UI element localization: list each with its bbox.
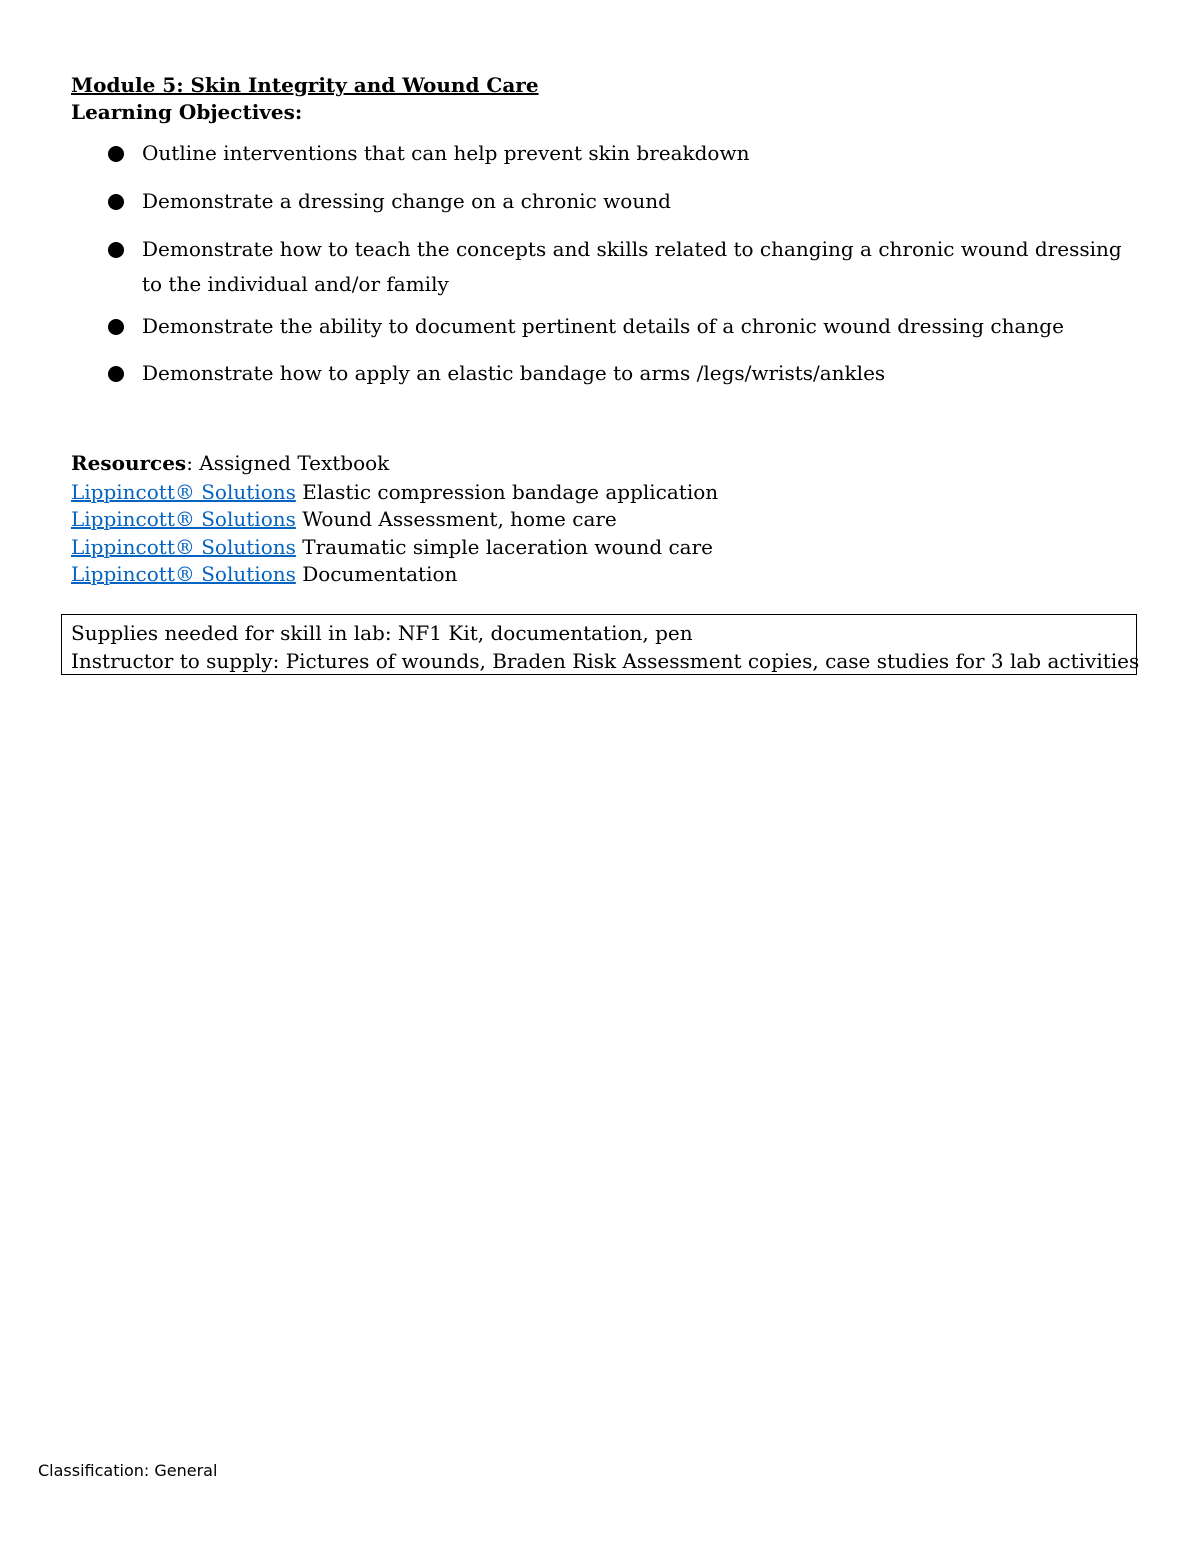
resource-description: Traumatic simple laceration wound care [302, 534, 713, 559]
lippincott-link[interactable]: Lippincott® Solutions [71, 480, 296, 504]
supplies-instructor-line: Instructor to supply: Pictures of wounds, Braden Risk Assessment copies, case studies for 3 lab activities [71, 649, 1140, 673]
resource-item [71, 534, 718, 561]
resources-line [71, 450, 389, 477]
objective-item [108, 184, 1148, 219]
resources-text: : Assigned Textbook [186, 451, 390, 475]
resource-description: Documentation [302, 561, 458, 586]
bullet-icon [108, 319, 124, 335]
objective-item [108, 309, 1148, 344]
page-title: Module 5: Skin Integrity and Wound Care [71, 73, 539, 97]
supplies-lab-line: Supplies needed for skill in lab: NF1 Kit, documentation, pen [71, 621, 693, 645]
bullet-icon [108, 194, 124, 210]
objective-text: Demonstrate how to teach the concepts and skills related to changing a chronic wound dressing to the individual and/or family [142, 237, 1122, 296]
lippincott-link[interactable]: Lippincott® Solutions [71, 507, 296, 532]
supplies-box [61, 614, 1140, 675]
classification-footer: Classification: General [38, 1461, 218, 1480]
resource-item [71, 506, 718, 533]
resources-label: Resources [71, 451, 187, 475]
objective-text: Outline interventions that can help prevent skin breakdown [142, 141, 750, 165]
objectives-heading: Learning Objectives: [71, 100, 303, 124]
bullet-icon [108, 242, 124, 258]
bullet-icon [108, 146, 124, 162]
resource-description: Elastic compression bandage application [302, 480, 719, 504]
lippincott-link[interactable]: Lippincott® Solutions [71, 561, 296, 586]
resource-item [71, 479, 718, 506]
objective-item [108, 356, 1148, 391]
objective-text: Demonstrate a dressing change on a chronic wound [142, 189, 671, 213]
objective-text: Demonstrate the ability to document pertinent details of a chronic wound dressing change [142, 314, 1064, 338]
resource-links-list [71, 479, 718, 588]
objective-item [108, 232, 1148, 302]
objective-item [108, 136, 1148, 171]
lippincott-link[interactable]: Lippincott® Solutions [71, 534, 296, 559]
resource-description: Wound Assessment, home care [302, 507, 617, 532]
resource-item [71, 561, 718, 588]
objective-text: Demonstrate how to apply an elastic bandage to arms /legs/wrists/ankles [142, 361, 886, 385]
bullet-icon [108, 366, 124, 382]
